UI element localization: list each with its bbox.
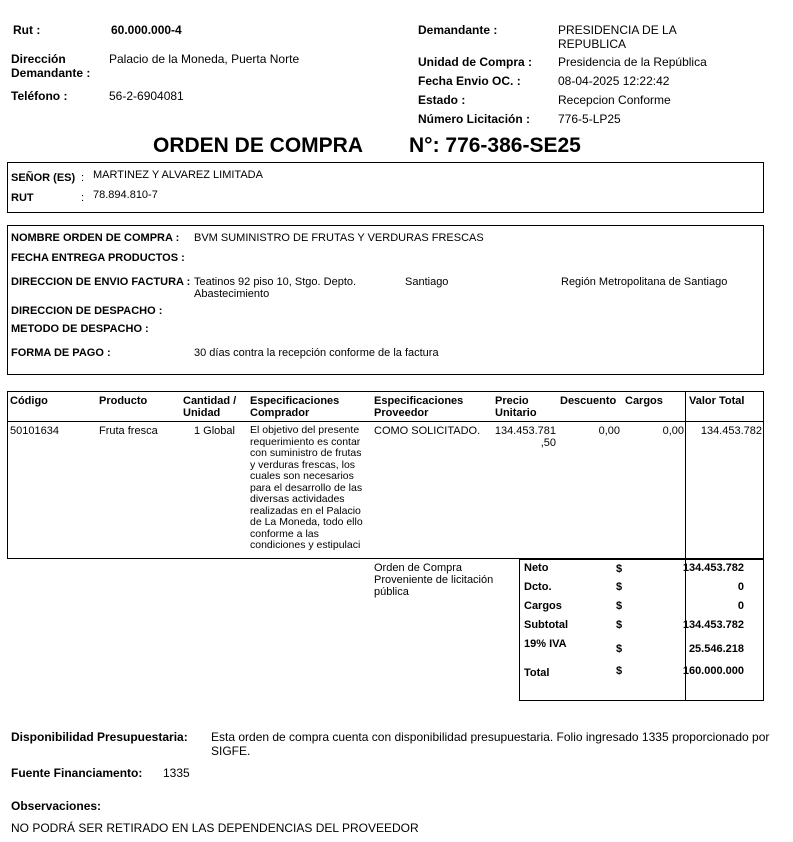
total-value: 160.000.000 bbox=[682, 665, 744, 677]
total-value: 25.546.218 bbox=[688, 643, 744, 655]
licitacion-value: 776-5-LP25 bbox=[558, 112, 621, 126]
th-precio: Precio Unitario bbox=[495, 395, 537, 419]
order-number: N°: 776-386-SE25 bbox=[409, 134, 581, 157]
currency-symbol: $ bbox=[616, 665, 623, 677]
forma-pago-label: FORMA DE PAGO : bbox=[11, 347, 111, 359]
telefono-value: 56-2-6904081 bbox=[109, 89, 184, 103]
envio-region: Región Metropolitana de Santiago bbox=[561, 276, 728, 288]
cell-cargos: 0,00 bbox=[662, 425, 684, 437]
total-value: 134.453.782 bbox=[682, 562, 744, 574]
fecha-entrega-label: FECHA ENTREGA PRODUCTOS : bbox=[11, 252, 185, 264]
cell-precio-decimal: ,50 bbox=[540, 437, 556, 449]
unidad-compra-value: Presidencia de la República bbox=[558, 55, 707, 69]
proveedor-rut-colon: : bbox=[81, 192, 85, 204]
metodo-despacho-label: METODO DE DESPACHO : bbox=[11, 323, 149, 335]
direccion-value: Palacio de la Moneda, Puerta Norte bbox=[109, 52, 300, 66]
total-value: 0 bbox=[737, 581, 744, 593]
senor-colon: : bbox=[81, 172, 85, 184]
currency-symbol: $ bbox=[616, 619, 623, 631]
currency-symbol: $ bbox=[616, 600, 623, 612]
th-cantidad: Cantidad / Unidad bbox=[183, 395, 237, 419]
cell-precio bbox=[490, 425, 556, 449]
estado-value: Recepcion Conforme bbox=[558, 93, 671, 107]
envio-factura-label: DIRECCION DE ENVIO FACTURA : bbox=[11, 276, 191, 288]
currency-symbol: $ bbox=[616, 581, 623, 593]
nombre-orden-label: NOMBRE ORDEN DE COMPRA : bbox=[11, 232, 180, 244]
fuente-label: Fuente Financiamento: bbox=[11, 766, 143, 780]
currency-symbol: $ bbox=[616, 563, 623, 575]
fecha-envio-value: 08-04-2025 12:22:42 bbox=[558, 74, 670, 88]
items-total-divider bbox=[685, 391, 686, 559]
th-codigo: Código bbox=[10, 395, 48, 407]
unidad-compra-label: Unidad de Compra : bbox=[418, 55, 533, 69]
observaciones-value: NO PODRÁ SER RETIRADO EN LAS DEPENDENCIAS DEL PROVEEDOR bbox=[11, 821, 419, 835]
cell-precio-main: 134.453.781 bbox=[494, 425, 556, 437]
disponibilidad-value: Esta orden de compra cuenta con disponibilidad presupuestaria. Folio ingresado 1335 proporcionado por SIGFE. bbox=[211, 730, 770, 758]
th-esp-proveedor: Especificaciones Proveedor bbox=[374, 395, 464, 419]
cell-codigo: 50101634 bbox=[10, 425, 59, 437]
rut-value: 60.000.000-4 bbox=[111, 23, 182, 37]
nombre-orden-value: BVM SUMINISTRO DE FRUTAS Y VERDURAS FRESCAS bbox=[194, 232, 484, 244]
total-label: Dcto. bbox=[524, 581, 552, 593]
total-label: Neto bbox=[524, 562, 549, 574]
forma-pago-value: 30 días contra la recepción conforme de la factura bbox=[194, 347, 439, 359]
demandante-value: PRESIDENCIA DE LA REPUBLICA bbox=[558, 23, 677, 51]
th-producto: Producto bbox=[99, 395, 148, 407]
fecha-envio-label: Fecha Envio OC. : bbox=[418, 74, 521, 88]
page-title: ORDEN DE COMPRA bbox=[153, 134, 364, 157]
disponibilidad-label: Disponibilidad Presupuestaria: bbox=[11, 730, 188, 744]
cell-esp-comprador: El objetivo del presente requerimiento es contar con suministro de frutas y verduras frescas, los cuales son necesarios para el desarrollo de las diversas actividades realizadas en el Palacio de La Moneda, todo ello conforme a las condiciones y estipulaci bbox=[250, 425, 363, 551]
cell-cantidad: 1 Global bbox=[194, 425, 235, 437]
estado-label: Estado : bbox=[418, 93, 466, 107]
total-label: Cargos bbox=[524, 600, 562, 612]
currency-symbol: $ bbox=[616, 643, 623, 655]
cell-esp-proveedor: COMO SOLICITADO. bbox=[374, 425, 481, 437]
items-header-divider bbox=[7, 421, 764, 422]
senor-label: SEÑOR (ES) bbox=[11, 172, 76, 184]
cell-producto: Fruta fresca bbox=[99, 425, 158, 437]
th-cargos: Cargos bbox=[625, 395, 663, 407]
despacho-label: DIRECCION DE DESPACHO : bbox=[11, 305, 163, 317]
direccion-label: Dirección Demandante : bbox=[11, 52, 91, 80]
total-label: Subtotal bbox=[524, 619, 568, 631]
proveedor-rut-value: 78.894.810-7 bbox=[93, 189, 158, 201]
th-esp-comprador: Especificaciones Comprador bbox=[250, 395, 340, 419]
demandante-label: Demandante : bbox=[418, 23, 498, 37]
total-label: 19% IVA bbox=[524, 638, 567, 650]
telefono-label: Teléfono : bbox=[11, 89, 68, 103]
total-label: Total bbox=[524, 667, 550, 679]
envio-factura-value: Teatinos 92 piso 10, Stgo. Depto. Abastecimiento bbox=[194, 276, 357, 300]
observaciones-label: Observaciones: bbox=[11, 799, 102, 813]
fuente-value: 1335 bbox=[163, 766, 190, 780]
total-value: 134.453.782 bbox=[682, 619, 744, 631]
rut-label: Rut : bbox=[13, 23, 41, 37]
cell-valor-total: 134.453.782 bbox=[700, 425, 762, 437]
total-value: 0 bbox=[737, 600, 744, 612]
proveedor-rut-label: RUT bbox=[11, 192, 34, 204]
th-valor-total: Valor Total bbox=[689, 395, 745, 407]
th-descuento: Descuento bbox=[560, 395, 617, 407]
senor-value: MARTINEZ Y ALVAREZ LIMITADA bbox=[93, 169, 263, 181]
licitacion-label: Número Licitación : bbox=[418, 112, 531, 126]
totales-nota: Orden de Compra Proveniente de licitación pública bbox=[374, 562, 494, 598]
cell-descuento: 0,00 bbox=[598, 425, 620, 437]
envio-ciudad: Santiago bbox=[405, 276, 449, 288]
